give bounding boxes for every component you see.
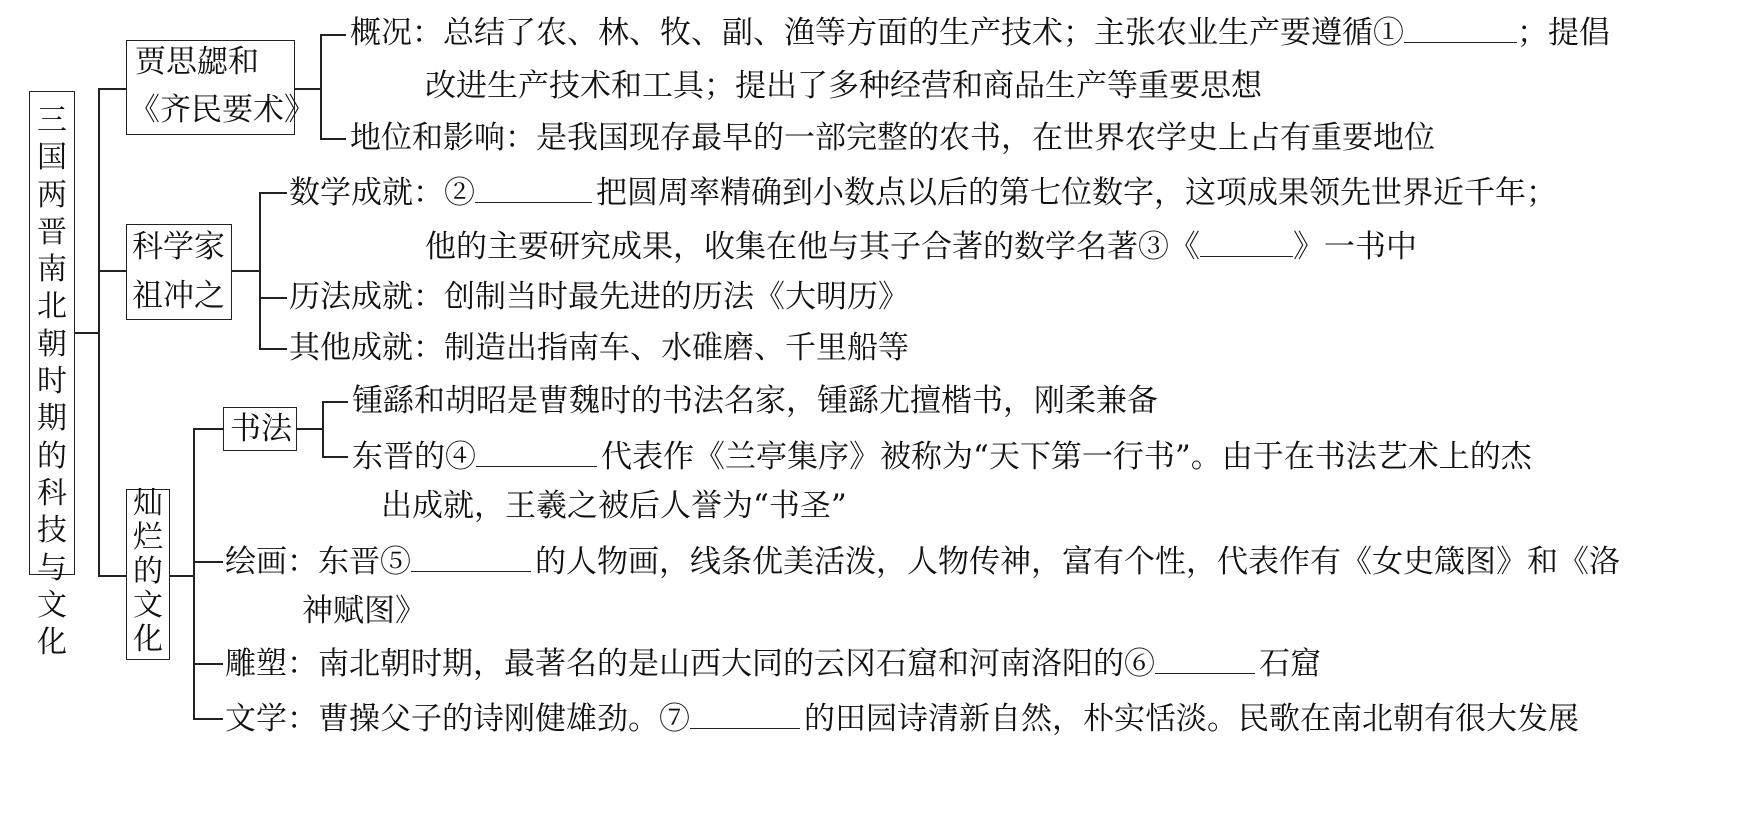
- culture-title-char: 的: [133, 554, 163, 589]
- root-title-char: 化: [37, 625, 67, 661]
- zu-out-connector: [232, 270, 259, 272]
- zu-math-line-1: [289, 172, 1557, 213]
- blank-2: [475, 172, 592, 203]
- root-title-char: 科: [37, 475, 67, 511]
- jia-sixie-label-1: 贾思勰和: [135, 44, 259, 80]
- root-title-char: 北: [37, 289, 67, 325]
- calligraphy-out-connector: [297, 428, 322, 430]
- root-title-char: 南: [37, 252, 67, 288]
- jia-sixie-label-2: 《齐民要术》: [129, 92, 315, 128]
- jia-connector-overview: [320, 34, 346, 36]
- culture-out-connector: [170, 575, 193, 577]
- blank-1: [1404, 12, 1517, 43]
- painting-text-a: 绘画：东晋⑤: [225, 544, 411, 580]
- calligraphy-connector-2: [322, 456, 348, 458]
- zu-math-text-c: 他的主要研究成果，收集在他与其子合著的数学名著③《: [425, 229, 1200, 265]
- jia-out-connector: [295, 88, 320, 90]
- main-vertical-connector: [98, 88, 100, 576]
- calligraphy-connector-1: [322, 401, 348, 403]
- root-title-char: 技: [37, 513, 67, 549]
- jia-overview-line-1: [350, 12, 1610, 53]
- root-title-char: 朝: [37, 326, 67, 362]
- calligraphy-line-3: 出成就，王羲之被后人誉为“书圣”: [381, 488, 847, 524]
- jia-connector-status: [320, 138, 346, 140]
- zu-chongzhi-label-2: 祖冲之: [132, 278, 225, 314]
- culture-box: [126, 486, 170, 660]
- literature-line: [225, 698, 1579, 739]
- painting-text-b: 的人物画，线条优美活泼，人物传神，富有个性，代表作有《女史箴图》和《洛: [535, 544, 1620, 580]
- literature-text-a: 文学：曹操父子的诗刚健雄劲。⑦: [225, 701, 690, 737]
- zu-math-text-d: 》一书中: [1293, 229, 1417, 265]
- calligraphy-label: 书法: [230, 411, 292, 447]
- calligraphy-text-a: 东晋的④: [352, 439, 476, 475]
- root-connector: [75, 332, 98, 334]
- painting-line-2: 神赋图》: [302, 593, 426, 629]
- root-title-char: 三: [37, 103, 67, 138]
- blank-4: [476, 436, 597, 467]
- root-title-char: 期: [37, 401, 67, 437]
- painting-line-1: [225, 541, 1620, 582]
- root-title: [30, 102, 74, 661]
- culture-connector-sculpture: [193, 663, 223, 665]
- root-title-char: 与: [37, 550, 67, 586]
- literature-text-b: 的田园诗清新自然，朴实恬淡。民歌在南北朝有很大发展: [804, 701, 1579, 737]
- root-title-char: 时: [37, 364, 67, 400]
- zu-calendar-line: 历法成就：创制当时最先进的历法《大明历》: [289, 279, 909, 315]
- zu-math-line-2: [425, 226, 1417, 267]
- jia-overview-line-2: 改进生产技术和工具；提出了多种经营和商品生产等重要思想: [425, 68, 1262, 104]
- zu-vertical-connector: [259, 192, 261, 348]
- culture-connector-painting: [193, 561, 223, 563]
- zu-connector-other: [259, 348, 287, 350]
- root-title-char: 晋: [37, 214, 67, 250]
- culture-title: [127, 487, 169, 657]
- sculpture-text-a: 雕塑：南北朝时期，最著名的是山西大同的云冈石窟和河南洛阳的⑥: [225, 646, 1155, 682]
- blank-6: [1155, 643, 1255, 674]
- calligraphy-line-2: [352, 436, 1532, 477]
- jia-vertical-connector: [320, 34, 322, 138]
- calligraphy-vertical-connector: [322, 401, 324, 456]
- branch-connector-culture: [98, 575, 126, 577]
- jia-status-line: 地位和影响：是我国现存最早的一部完整的农书，在世界农学史上占有重要地位: [350, 120, 1435, 156]
- blank-3: [1200, 226, 1293, 257]
- root-title-char: 的: [37, 438, 67, 474]
- root-title-char: 国: [37, 140, 67, 176]
- culture-vertical-connector: [193, 428, 195, 718]
- sculpture-text-b: 石窟: [1259, 646, 1321, 682]
- zu-connector-calendar: [259, 297, 287, 299]
- culture-title-char: 文: [133, 588, 163, 623]
- culture-title-char: 化: [133, 622, 163, 657]
- branch-connector-jia: [98, 88, 126, 90]
- branch-connector-zu: [98, 270, 126, 272]
- calligraphy-box: [223, 407, 297, 451]
- root-title-box: [29, 91, 75, 661]
- blank-7: [690, 698, 800, 729]
- culture-connector-literature: [193, 718, 223, 720]
- root-title-char: 两: [37, 177, 67, 213]
- zu-other-line: 其他成就：制造出指南车、水碓磨、千里船等: [289, 330, 909, 366]
- blank-5: [411, 541, 531, 572]
- jia-sixie-box: [126, 40, 315, 135]
- culture-title-char: 烂: [133, 520, 163, 555]
- culture-title-char: 灿: [133, 486, 163, 521]
- root-title-char: 文: [37, 587, 67, 623]
- jia-overview-text: 概况：总结了农、林、牧、副、渔等方面的生产技术；主张农业生产要遵循①: [350, 15, 1404, 51]
- jia-overview-text-b: ；提倡: [1517, 15, 1610, 51]
- culture-connector-calligraphy: [193, 428, 223, 430]
- sculpture-line: [225, 643, 1321, 684]
- zu-math-text-a: 数学成就：②: [289, 175, 475, 211]
- zu-chongzhi-label-1: 科学家: [132, 229, 225, 265]
- calligraphy-text-b: 代表作《兰亭集序》被称为“天下第一行书”。由于在书法艺术上的杰: [601, 439, 1532, 475]
- zu-connector-math: [259, 192, 287, 194]
- calligraphy-line-1: 锺繇和胡昭是曹魏时的书法名家，锺繇尤擅楷书，刚柔兼备: [352, 383, 1158, 419]
- zu-math-text-b: 把圆周率精确到小数点以后的第七位数字，这项成果领先世界近千年；: [596, 175, 1557, 211]
- zu-chongzhi-box: [126, 224, 232, 320]
